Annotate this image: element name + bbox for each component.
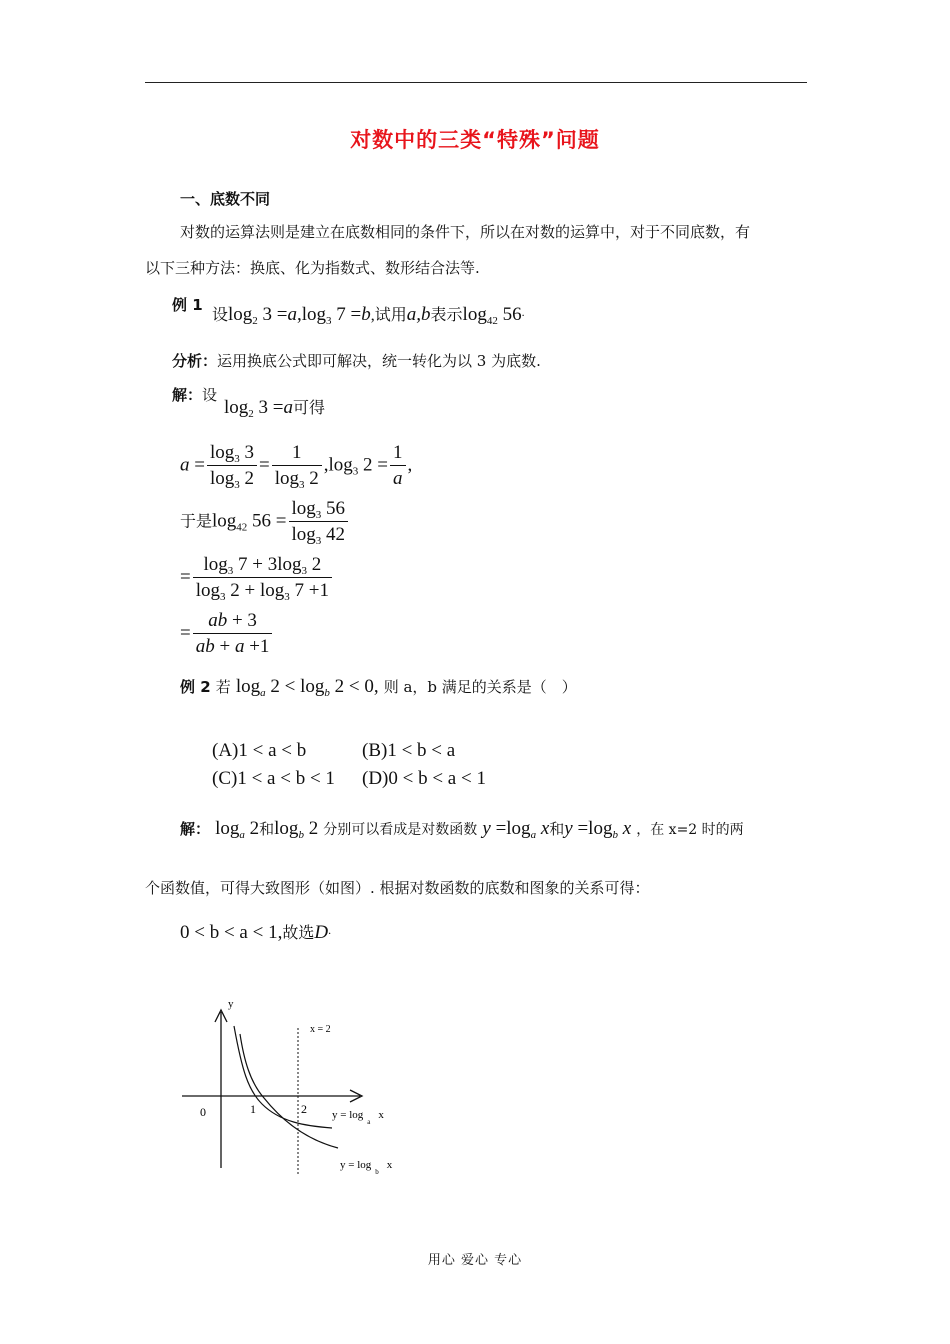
example2-solution: 解： $\log_a 2$和$\log_b 2$ 分别可以看成是对数函数 $y =\log_a$ x和$y =\log_b$ x ，在 x=2 时的两: [180, 818, 744, 841]
intro-line-1: 对数的运算法则是建立在底数相同的条件下，所以在对数的运算中，对于不同底数，有: [180, 223, 751, 241]
derivation-line-2: 于是$\log_{42} 56$ = $\frac{\log_3 56}{\log_3 42}$: [180, 498, 350, 546]
example2-line: 例 2 若 $\log_a 2 < \log_b 2 < 0$, 则 a，b 满足的关系是（ ）: [180, 676, 577, 699]
derivation-line-4: = $\frac{ab + 3}{ab + a +1}$: [180, 610, 274, 658]
page-footer: 用心 爱心 专心: [427, 1253, 523, 1268]
curve-log-b: [240, 1034, 338, 1148]
example1-analysis: 分析：运用换底公式即可解决，统一转化为以 3 为底数.: [172, 352, 541, 370]
section-heading: 一、底数不同: [180, 190, 271, 208]
intro-line-2: 以下三种方法：换底、化为指数式、数形结合法等.: [145, 259, 480, 277]
origin-label: 0: [200, 1105, 206, 1119]
derivation-line-3: = $\frac{\log_3 7 + 3\log_3 2}{\log_3 2 + \log_3 7 +1}$: [180, 554, 334, 602]
option-c: (C)1 < a < b < 1: [212, 768, 335, 789]
curve-a-label: $y = \log_ax$: [332, 1109, 384, 1126]
option-d: (D)0 < b < a < 1: [362, 768, 486, 789]
example1-solution-given: $\log_2 3 =a$可得: [224, 397, 326, 420]
example1-problem: 设$\log_2 3 =a,\log_3$ 7 =b,试用a,b表示$\log_{42} 56^.$: [212, 304, 525, 327]
log-function-graph: [170, 990, 430, 1190]
example2-conclusion: 0 < b < a < 1,故选D.: [180, 922, 332, 943]
example1-label: 例 1: [172, 296, 203, 314]
x-equals-2-label: x = 2: [310, 1024, 331, 1035]
derivation-line-1: a = $\frac{\log_3 3}{\log_3 2}$ = $\frac{1}{\log_3 2}$ $,\log_3$ 2 = $\frac{1}{a}$ ,: [180, 442, 413, 491]
curve-b-label: $y = \log_bx$: [340, 1159, 393, 1176]
y-axis-label: y: [228, 998, 234, 1010]
curve-log-a: [234, 1026, 332, 1128]
example2-solution-line-2: 个函数值，可得大致图形（如图）. 根据对数函数的底数和图象的关系可得：: [145, 879, 650, 897]
tick-2-label: 2: [301, 1102, 307, 1116]
page-title: 对数中的三类“特殊”问题: [350, 128, 600, 152]
header-rule: [145, 82, 807, 83]
option-b: (B)1 < b < a: [362, 740, 456, 761]
option-a: (A)1 < a < b: [212, 740, 307, 761]
tick-1-label: 1: [250, 1102, 256, 1116]
example1-solution-start: 解：设: [172, 386, 218, 404]
